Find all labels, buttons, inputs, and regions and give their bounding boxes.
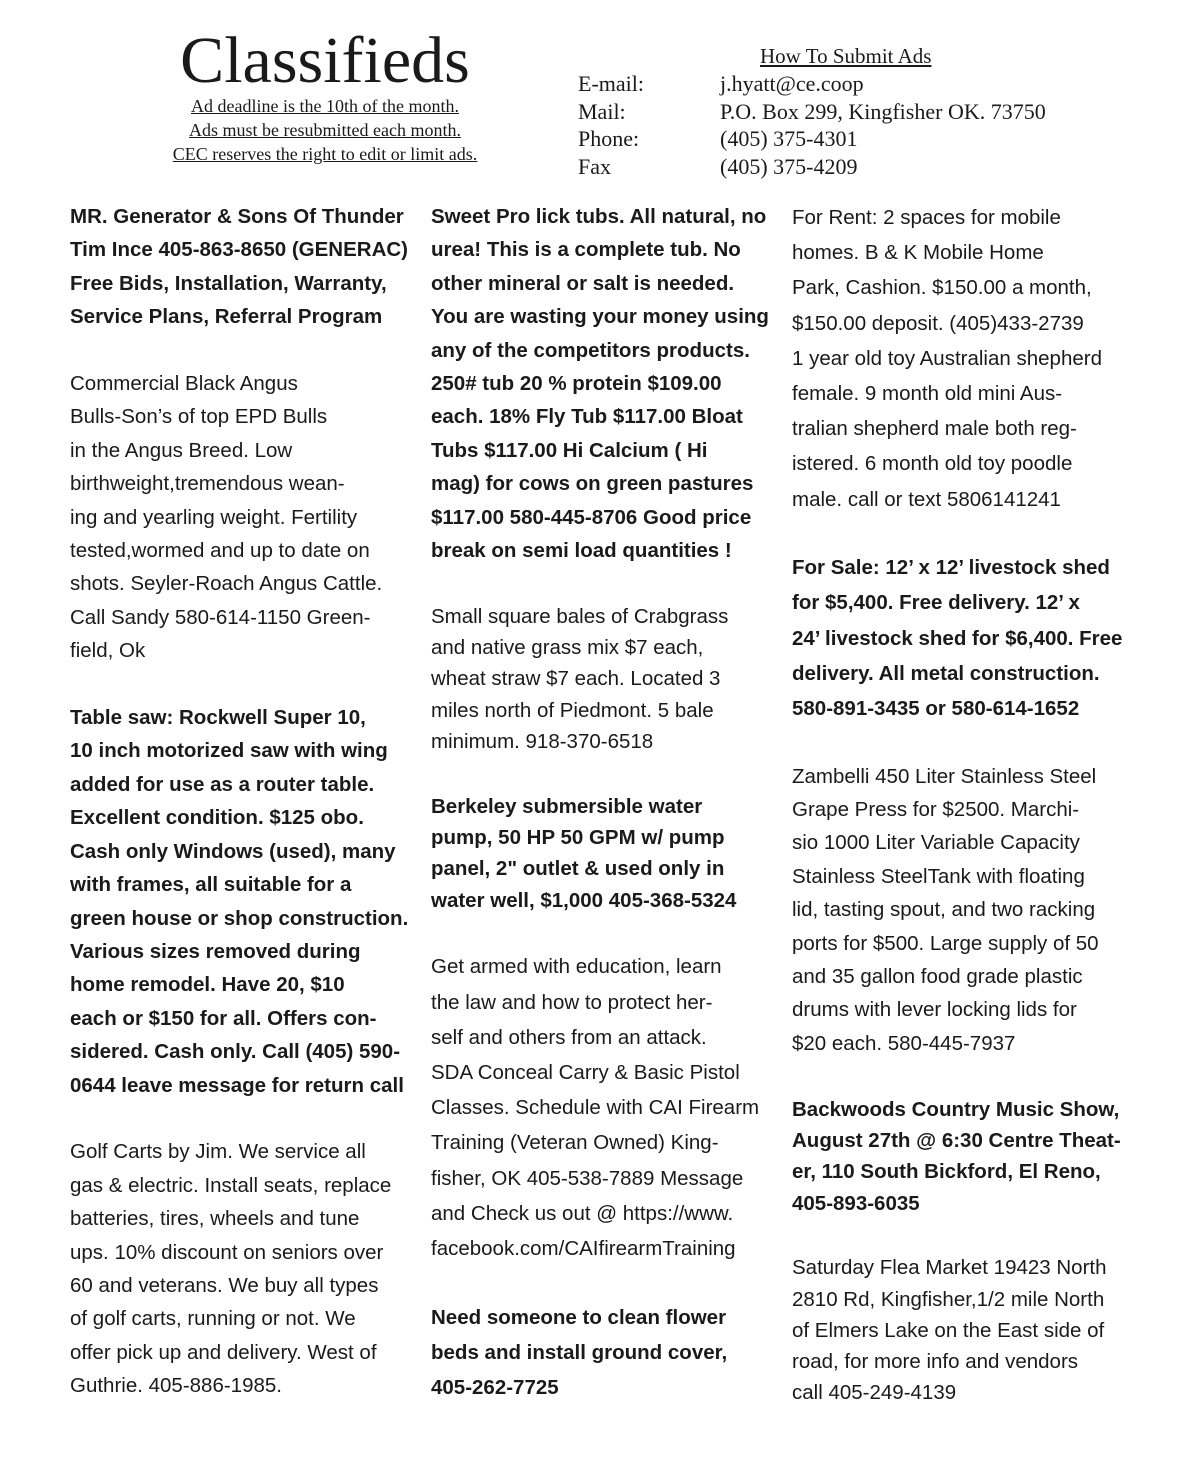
ad-text-line: Service Plans, Referral Program — [70, 305, 383, 329]
ad-text-line: wheat straw $7 each. Located 3 — [431, 667, 721, 691]
ad-text-line: call 405-249-4139 — [792, 1381, 957, 1405]
contact-value: (405) 375-4301 — [720, 126, 858, 151]
ad-text-line: birthweight,tremendous wean- — [70, 472, 345, 496]
ad-text-line: self and others from an attack. — [431, 1025, 707, 1049]
ad-text-line: the law and how to protect her- — [431, 990, 713, 1014]
ad-text-line: istered. 6 month old toy poodle — [792, 452, 1073, 476]
ad-text-line: 2810 Rd, Kingfisher,1/2 mile North — [792, 1287, 1105, 1311]
ad-text-line: Table saw: Rockwell Super 10, — [70, 706, 366, 730]
ad-text-line: 405-262-7725 — [431, 1375, 559, 1399]
ad-text-line: Various sizes removed during — [70, 939, 361, 963]
rule-edit-rights: CEC reserves the right to edit or limit ads. — [172, 144, 478, 164]
ad-text-line: 1 year old toy Australian shepherd — [792, 346, 1102, 370]
ad-text-line: any of the competitors products. — [431, 338, 750, 362]
ad-text-line: of Elmers Lake on the East side of — [792, 1318, 1105, 1342]
ad-text-line: ports for $500. Large supply of 50 — [792, 931, 1099, 955]
ad-text-line: $150.00 deposit. (405)433-2739 — [792, 311, 1084, 335]
ad-text-line: Grape Press for $2500. Marchi- — [792, 798, 1080, 822]
ad-text-line: fisher, OK 405-538-7889 Message — [431, 1166, 744, 1190]
ad-flower-beds — [431, 1300, 776, 1406]
ad-flea-market — [792, 1252, 1132, 1408]
contact-fax — [578, 153, 1138, 181]
ad-text-line: break on semi load quantities ! — [431, 539, 732, 563]
ad-text-line: ups. 10% discount on seniors over — [70, 1240, 384, 1264]
page-title: Classifieds — [180, 24, 470, 97]
ad-text-line: Excellent condition. $125 obo. — [70, 806, 364, 830]
ad-text-line: Saturday Flea Market 19423 North — [792, 1256, 1107, 1280]
ad-text-line: Zambelli 450 Liter Stainless Steel — [792, 764, 1097, 788]
ad-text-line: Tubs $117.00 Hi Calcium ( Hi — [431, 438, 708, 462]
ad-dogs — [792, 341, 1132, 517]
ad-text-line: road, for more info and vendors — [792, 1350, 1079, 1374]
ad-text-line: pump, 50 HP 50 GPM w/ pump — [431, 826, 725, 850]
ad-text-line: 0644 leave message for return call — [70, 1073, 404, 1097]
contact-mail — [578, 98, 1138, 126]
ad-text-line: Need someone to clean flower — [431, 1305, 727, 1329]
ad-text-line: homes. B & K Mobile Home — [792, 241, 1044, 265]
ad-text-line: Small square bales of Crabgrass — [431, 604, 729, 628]
ad-text-line: Golf Carts by Jim. We service all — [70, 1140, 366, 1164]
ad-text-line: and Check us out @ https://www. — [431, 1201, 734, 1225]
ad-angus-bulls — [70, 367, 412, 668]
ad-text-line: Free Bids, Installation, Warranty, — [70, 271, 387, 295]
ad-text-line: sidered. Cash only. Call (405) 590- — [70, 1040, 401, 1064]
ad-text-line: each. 18% Fly Tub $117.00 Bloat — [431, 405, 743, 429]
ad-text-line: and 35 gallon food grade plastic — [792, 965, 1083, 989]
contact-label: Phone: — [578, 126, 640, 151]
ad-grape-press — [792, 760, 1132, 1061]
ad-table-saw — [70, 701, 412, 1102]
ad-text-line: green house or shop construction. — [70, 906, 409, 930]
ad-text-line: For Sale: 12’ x 12’ livestock shed — [792, 556, 1110, 580]
ad-sweet-pro — [431, 200, 776, 567]
ad-text-line: 580-891-3435 or 580-614-1652 — [792, 697, 1080, 721]
ad-text-line: minimum. 918-370-6518 — [431, 730, 654, 754]
ad-text-line: tested,wormed and up to date on — [70, 539, 370, 563]
ad-text-line: Call Sandy 580-614-1150 Green- — [70, 605, 371, 629]
ad-water-pump — [431, 791, 776, 916]
ad-text-line: mag) for cows on green pastures — [431, 472, 754, 496]
column-2 — [431, 200, 776, 1439]
ad-text-line: Bulls-Son’s of top EPD Bulls — [70, 405, 328, 429]
ad-text-line: shots. Seyler-Roach Angus Cattle. — [70, 572, 383, 596]
ad-text-line: Backwoods Country Music Show, — [792, 1097, 1120, 1121]
ad-text-line: Training (Veteran Owned) King- — [431, 1131, 719, 1155]
ad-text-line: Park, Cashion. $150.00 a month, — [792, 276, 1092, 300]
ad-text-line: with frames, all suitable for a — [70, 873, 352, 897]
ad-text-line: Tim Ince 405-863-8650 (GENERAC) — [70, 238, 409, 262]
column-3 — [792, 200, 1132, 1442]
ad-text-line: ing and yearling weight. Fertility — [70, 505, 358, 529]
ad-text-line: Get armed with education, learn — [431, 955, 722, 979]
ad-text-line: of golf carts, running or not. We — [70, 1307, 356, 1331]
ad-text-line: beds and install ground cover, — [431, 1340, 728, 1364]
ad-text-line: and native grass mix $7 each, — [431, 636, 704, 660]
rule-resubmit: Ads must be resubmitted each month. — [189, 120, 461, 140]
masthead — [150, 24, 500, 166]
contact-email — [578, 70, 1138, 98]
contact-value: j.hyatt@ce.coop — [720, 71, 864, 96]
ad-generator — [70, 200, 412, 334]
ad-text-line: in the Angus Breed. Low — [70, 438, 293, 462]
ad-text-line: Berkeley submersible water — [431, 794, 703, 818]
ad-text-line: offer pick up and delivery. West of — [70, 1340, 377, 1364]
contact-label: Fax — [578, 153, 611, 179]
ad-text-line: miles north of Piedmont. 5 bale — [431, 698, 714, 722]
ad-text-line: facebook.com/CAIfirearmTraining — [431, 1236, 736, 1260]
ad-livestock-shed — [792, 550, 1132, 726]
ad-text-line: Sweet Pro lick tubs. All natural, no — [431, 205, 767, 228]
ad-text-line: tralian shepherd male both reg- — [792, 417, 1077, 441]
ad-text-line: Classes. Schedule with CAI Firearm — [431, 1096, 760, 1120]
ad-golf-carts — [70, 1135, 412, 1402]
contact-label: Mail: — [578, 98, 626, 124]
ad-text-line: 10 inch motorized saw with wing — [70, 739, 388, 763]
contact-value: P.O. Box 299, Kingfisher OK. 73750 — [720, 98, 1046, 124]
ad-text-line: 60 and veterans. We buy all types — [70, 1273, 379, 1297]
ad-mobile-home-rent — [792, 200, 1132, 341]
ad-text-line: for $5,400. Free delivery. 12’ x — [792, 591, 1080, 615]
ad-text-line: male. call or text 5806141241 — [792, 487, 1061, 511]
ad-text-line: gas & electric. Install seats, replace — [70, 1173, 392, 1197]
ad-text-line: 405-893-6035 — [792, 1191, 920, 1215]
ad-firearm-training — [431, 949, 776, 1266]
contact-label: E-mail: — [578, 71, 644, 96]
ad-rules — [150, 94, 500, 166]
ad-text-line: lid, tasting spout, and two racking — [792, 898, 1096, 922]
ad-music-show — [792, 1094, 1132, 1219]
ad-text-line: Commercial Black Angus — [70, 372, 298, 396]
ad-text-line: batteries, tires, wheels and tune — [70, 1207, 360, 1231]
ad-text-line: Guthrie. 405-886-1985. — [70, 1374, 282, 1398]
ad-text-line: $20 each. 580-445-7937 — [792, 1031, 1016, 1055]
contact-phone — [578, 125, 1138, 153]
ad-text-line: sio 1000 Liter Variable Capacity — [792, 831, 1080, 855]
ad-text-line: 24’ livestock shed for $6,400. Free — [792, 626, 1123, 650]
ad-hay-bales — [431, 601, 776, 757]
ad-text-line: water well, $1,000 405-368-5324 — [431, 888, 737, 912]
ad-text-line: home remodel. Have 20, $10 — [70, 973, 345, 997]
ad-text-line: August 27th @ 6:30 Centre Theat- — [792, 1128, 1121, 1152]
ad-text-line: other mineral or salt is needed. — [431, 271, 735, 295]
submit-heading: How To Submit Ads — [760, 44, 932, 68]
ad-text-line: You are wasting your money using — [431, 305, 769, 329]
ad-text-line: MR. Generator & Sons Of Thunder — [70, 205, 404, 228]
contact-value: (405) 375-4209 — [720, 153, 858, 179]
ad-text-line: field, Ok — [70, 639, 146, 663]
ad-text-line: delivery. All metal construction. — [792, 661, 1100, 685]
ad-text-line: added for use as a router table. — [70, 772, 375, 796]
ad-text-line: panel, 2" outlet & used only in — [431, 857, 725, 881]
ad-text-line: er, 110 South Bickford, El Reno, — [792, 1160, 1101, 1184]
ad-text-line: Stainless SteelTank with floating — [792, 864, 1085, 888]
ad-text-line: urea! This is a complete tub. No — [431, 238, 741, 262]
submit-ads-panel — [578, 42, 1138, 180]
ad-text-line: female. 9 month old mini Aus- — [792, 382, 1063, 406]
ad-text-line: For Rent: 2 spaces for mobile — [792, 206, 1061, 229]
rule-deadline: Ad deadline is the 10th of the month. — [191, 96, 459, 116]
ad-text-line: each or $150 for all. Offers con- — [70, 1006, 377, 1030]
ad-text-line: $117.00 580-445-8706 Good price — [431, 505, 752, 529]
column-1 — [70, 200, 412, 1436]
ad-text-line: 250# tub 20 % protein $109.00 — [431, 372, 722, 396]
ad-text-line: SDA Conceal Carry & Basic Pistol — [431, 1060, 740, 1084]
ad-text-line: Cash only Windows (used), many — [70, 839, 396, 863]
ad-text-line: drums with lever locking lids for — [792, 998, 1077, 1022]
